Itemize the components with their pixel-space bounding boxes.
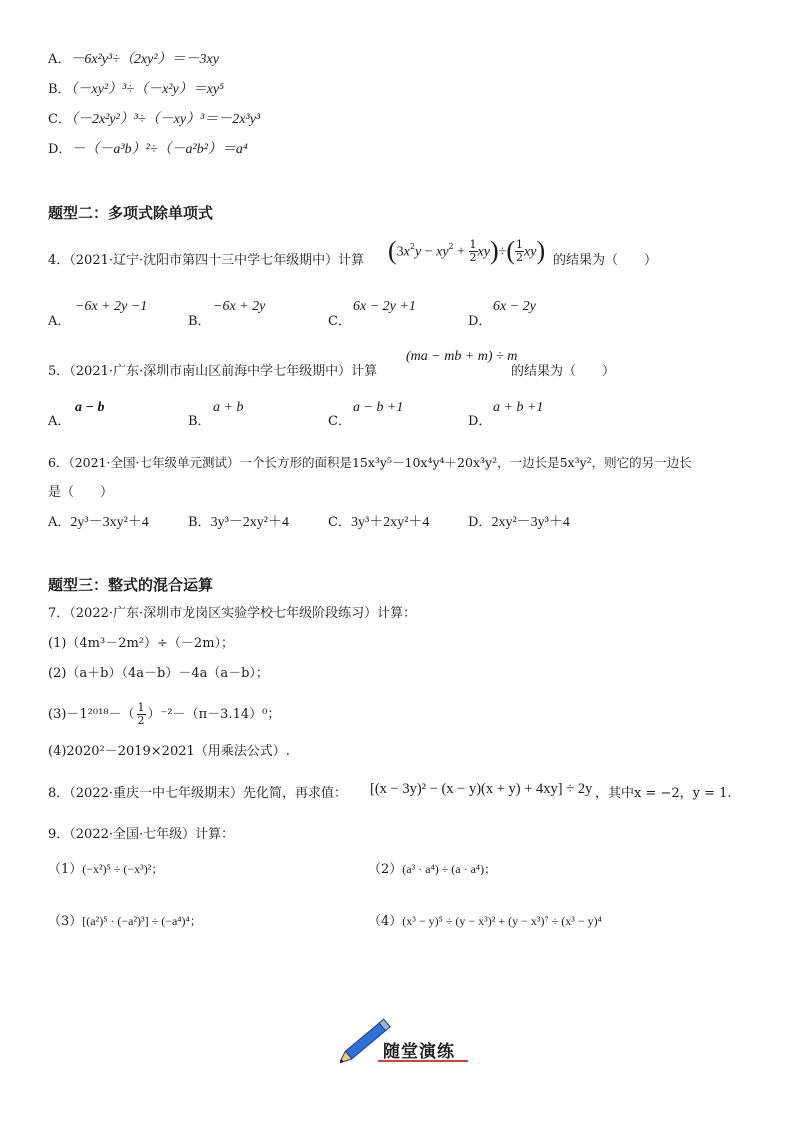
q6-option-c: C．3y³＋2xy²＋4 xyxy=(328,515,430,530)
q5-option-a: A． xyxy=(48,414,71,429)
q4-option-a-expr: −6x + 2y −1 xyxy=(75,299,148,314)
q3-option-b xyxy=(48,81,224,99)
q9-part2: （2）(a³ · a⁴) ÷ (a · a⁴)； xyxy=(368,862,497,877)
q5-option-c-expr: a − b +1 xyxy=(353,400,404,415)
q6-option-d: D．2xy²－3y³＋4 xyxy=(468,515,570,530)
q9-stem: 9．（2022·全国·七年级）计算： xyxy=(48,827,235,842)
q5-suffix: 的结果为（ ） xyxy=(511,364,616,379)
q5-formula: (ma − mb + m) ÷ m xyxy=(406,349,518,364)
q4-option-a: A． xyxy=(48,314,71,329)
q5-option-a-expr: a − b xyxy=(75,400,105,415)
q5-option-b-expr: a + b xyxy=(213,400,244,415)
q7-part2: (2)（a＋b）（4a－b）－4a（a－b）； xyxy=(48,666,269,681)
option-letter: D． xyxy=(48,142,72,157)
q4-option-c-expr: 6x − 2y +1 xyxy=(353,299,416,314)
q3-option-c xyxy=(48,111,260,129)
option-letter: B． xyxy=(48,82,71,97)
q4-option-b: B． xyxy=(188,314,211,329)
option-letter: A． xyxy=(48,52,71,67)
q5-option-c: C． xyxy=(328,414,351,429)
footer-title: 随堂演练 xyxy=(383,1042,455,1062)
q5-option-b: B． xyxy=(188,414,211,429)
section-title-2: 题型二：多项式除单项式 xyxy=(48,204,214,222)
fraction-half: $\frac{1}{2}$ xyxy=(137,701,145,727)
section-title-3: 题型三：整式的混合运算 xyxy=(48,576,214,594)
q8-stem: 8．（2022·重庆一中七年级期末）先化简，再求值： xyxy=(48,786,347,801)
option-expr: －6x²y³÷（2xy²）＝－3xy xyxy=(70,52,219,67)
option-expr: （－2x²y²）³÷（－xy）³＝－2x³y³ xyxy=(70,112,261,127)
q9-part1: （1）(−x²)⁵ ÷ (−x³)²； xyxy=(48,862,164,877)
q4-suffix: 的结果为（ ） xyxy=(553,253,658,268)
q6-stem-line1: 6．（2021·全国·七年级单元测试）一个长方形的面积是15x³y⁵－10x⁴y⁴＋20x³y²，一边长是5x³y²，则它的另一边长 xyxy=(48,455,692,470)
q3-option-a xyxy=(48,51,219,69)
option-letter: C． xyxy=(48,112,71,127)
q9-part3: （3）[(a²)⁵ · (−a²)³] ÷ (−a⁴)⁴； xyxy=(48,914,202,929)
q5-option-d-expr: a + b +1 xyxy=(493,400,544,415)
q4-option-d: D． xyxy=(468,314,492,329)
option-expr: （－xy²）³÷（－x²y）＝xy⁵ xyxy=(70,82,224,97)
q5-stem: 5．（2021·广东·深圳市南山区前海中学七年级期中）计算 xyxy=(48,364,378,379)
q8-formula: [(x − 3y)² − (x − y)(x + y) + 4xy] ÷ 2y xyxy=(370,781,593,797)
q6-option-b: B．3y³－2xy²＋4 xyxy=(188,515,289,530)
option-expr: －（－a³b）²÷（－a²b²）＝a⁴ xyxy=(71,142,248,157)
q9-part4: （4）(x³ − y)⁵ ÷ (y − x³)² + (y − x³)⁷ ÷ (x³ − y)⁴ xyxy=(368,914,602,929)
q4-stem xyxy=(48,252,364,270)
q8-suffix: ，其中x = −2，y = 1. xyxy=(595,786,732,801)
q3-option-d xyxy=(48,141,248,159)
q4-prefix: 4．（2021·辽宁·沈阳市第四十三中学七年级期中）计算 xyxy=(48,253,365,268)
q7-part3: (3)－1²⁰¹⁸－（ $\frac{1}{2}$ ）⁻²－（π－3.14）⁰； xyxy=(48,701,281,727)
q6-option-a: A．2y³－3xy²＋4 xyxy=(48,515,149,530)
q4-option-b-expr: −6x + 2y xyxy=(213,299,266,314)
q4-formula: ($3x^2y - xy^2$ + $\frac{1}{2}$ xy)÷( $\frac{1}{2}$ xy) xyxy=(388,236,546,265)
fraction-half: $\frac{1}{2}$ xyxy=(516,237,524,264)
q4-option-c: C． xyxy=(328,314,351,329)
q5-option-d: D． xyxy=(468,414,492,429)
q4-option-d-expr: 6x − 2y xyxy=(493,299,536,314)
q7-part4: (4)2020²－2019×2021（用乘法公式）. xyxy=(48,744,290,759)
fraction-half: $\frac{1}{2}$ xyxy=(469,237,477,264)
q7-stem: 7．（2022·广东·深圳市龙岗区实验学校七年级阶段练习）计算： xyxy=(48,606,417,621)
q7-part1: (1)（4m³－2m²）÷（－2m）； xyxy=(48,636,235,651)
q6-stem-line2: 是（ ） xyxy=(48,485,114,500)
